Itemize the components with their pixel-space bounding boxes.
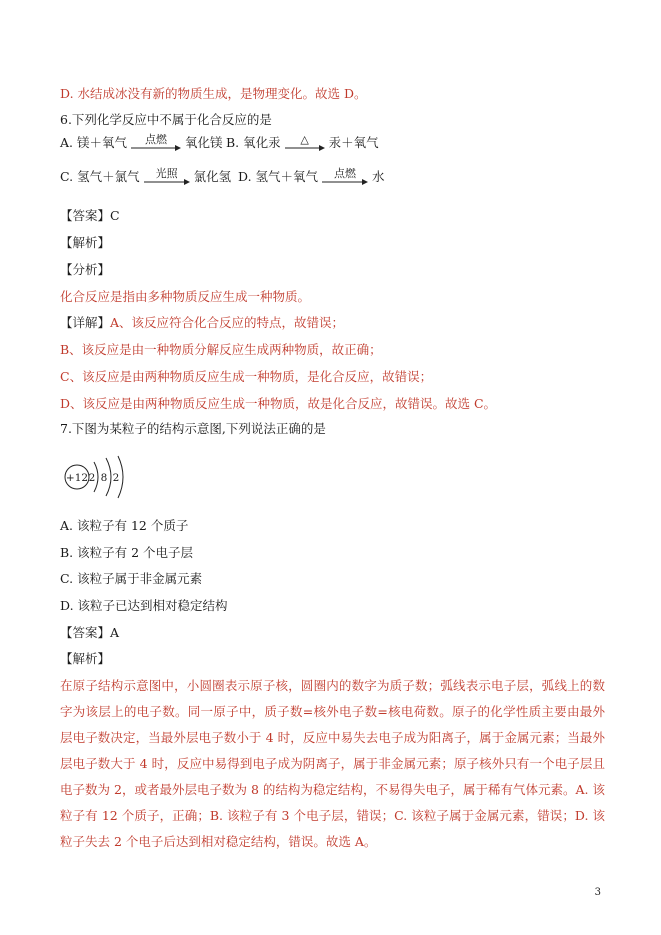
q6-option-b-reactants: B. 氧化汞 (226, 135, 281, 150)
q6-option-b (226, 134, 379, 151)
arrow-icon (131, 145, 181, 151)
q6-option-d-product: 水 (372, 169, 385, 184)
q6-option-a (60, 134, 223, 151)
q6-detail-d: D、该反应是由两种物质反应生成一种物质，故是化合反应，故错误。故选 C。 (60, 396, 497, 411)
q6-option-c-product: 氯化氢 (193, 169, 232, 184)
reaction-condition: 点燃 (334, 167, 357, 180)
q7-analysis-text: 在原子结构示意图中，小圆圈表示原子核，圆圈内的数字为质子数；弧线表示电子层，弧线上的数字为该层上的电子数。同一原子中，质子数=核外电子数=核电荷数。原子的化学性质主要由最外层电子数决定，当最外层电子数小于 4 时，反应中易失去电子成为阳离子，属于金属元素；当最外层电子数大于 4 时，反应中易得到电子成为阴离子，属于非金属元素；原子核外只有一个电子层且电子数为 2，或者最外层电子数为 8 的结构为稳定结构，不易得失电子，属于稀有气体元素。A. 该粒子有 12 个质子，正确；B. 该粒子有 3 个电子层，错误；C. 该粒子属于金属元素，错误；D. 该粒子失去 2 个电子后达到相对稳定结构，错误。故选 A。 (60, 678, 605, 849)
reaction-condition: 点燃 (144, 133, 167, 146)
reaction-condition: 光照 (155, 167, 178, 180)
arrow-icon (144, 179, 190, 185)
arrow-icon (322, 179, 368, 185)
reaction-arrow (144, 168, 190, 185)
q6-detail-b: B、该反应是由一种物质分解反应生成两种物质，故正确； (60, 342, 382, 357)
atom-structure-diagram (60, 452, 130, 500)
q6-option-a-product: 氧化镁 (184, 135, 223, 150)
q6-detail-c: C、该反应是由两种物质反应生成一种物质，是化合反应，故错误； (60, 369, 433, 384)
reaction-arrow (131, 134, 181, 151)
question-6-stem: 6.下列化学反应中不属于化合反应的是 (60, 112, 272, 127)
shell-electron-count: 8 (100, 472, 108, 484)
nucleus-label: +12 (65, 472, 89, 484)
page-number: 3 (594, 887, 601, 898)
q7-option-c: C. 该粒子属于非金属元素 (60, 571, 203, 586)
arrow-icon (285, 145, 325, 151)
q6-option-c (60, 168, 231, 185)
q7-analysis-tag: 【解析】 (60, 651, 111, 666)
shell-electron-count: 2 (88, 472, 96, 484)
reaction-condition: △ (300, 133, 309, 146)
q6-option-c-reactants: C. 氢气＋氯气 (60, 169, 140, 184)
q6-option-d-reactants: D. 氢气＋氧气 (238, 169, 319, 184)
q6-option-a-reactants: A. 镁＋氧气 (60, 135, 127, 150)
q7-option-d: D. 该粒子已达到相对稳定结构 (60, 598, 228, 613)
q6-option-d (238, 168, 385, 185)
q6-option-b-product: 汞＋氧气 (328, 135, 379, 150)
question-7-stem: 7.下图为某粒子的结构示意图,下列说法正确的是 (60, 421, 326, 436)
q7-option-b: B. 该粒子有 2 个电子层 (60, 545, 194, 560)
shell-electron-count: 2 (112, 472, 120, 484)
q6-detail-a: A、该反应符合化合反应的特点，故错误； (110, 315, 345, 330)
q6-detail-tag: 【详解】 (60, 315, 111, 330)
q6-fenxi-tag: 【分析】 (60, 262, 111, 277)
q6-answer: 【答案】C (60, 208, 120, 223)
q6-analysis-tag: 【解析】 (60, 235, 111, 250)
q7-option-a: A. 该粒子有 12 个质子 (60, 518, 189, 533)
reaction-arrow (285, 134, 325, 151)
q6-fenxi: 化合反应是指由多种物质反应生成一种物质。 (60, 289, 311, 304)
q7-answer: 【答案】A (60, 625, 120, 640)
reaction-arrow (322, 168, 368, 185)
prev-answer-line: D. 水结成冰没有新的物质生成，是物理变化。故选 D。 (60, 86, 367, 101)
q6-detail-line (60, 315, 344, 331)
